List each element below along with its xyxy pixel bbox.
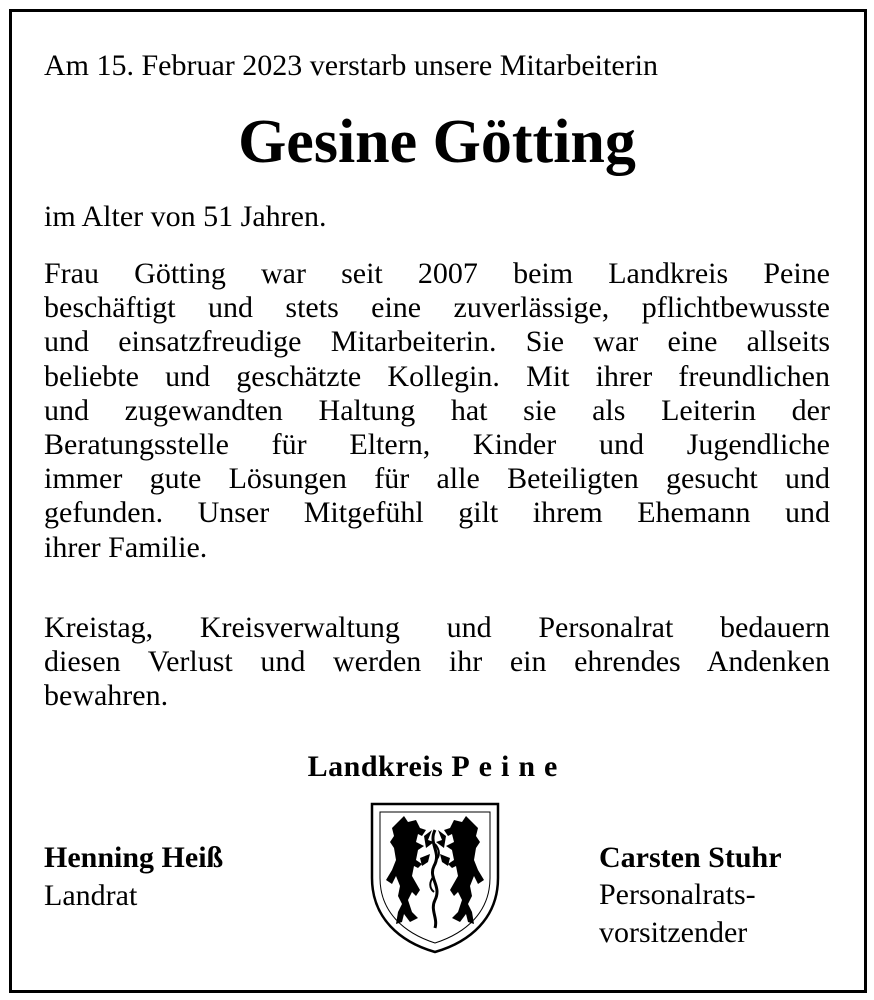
tribute-paragraph [44,257,830,565]
signatory-left-role: Landrat [44,879,138,912]
paragraph-line: und zugewandten Haltung hat sie als Leiterin der [44,393,830,427]
signatory-left-name: Henning Heiß [44,841,224,874]
deceased-name: Gesine Götting [238,108,636,176]
paragraph-line: Frau Götting war seit 2007 beim Landkreis Peine [44,257,830,290]
signatory-right-role [599,876,756,952]
organization-prefix: Landkreis [307,750,444,783]
condolence-paragraph [44,611,830,714]
age-text: im Alter von 51 Jahren. [44,200,327,233]
paragraph-line: ihrer Familie. [44,530,208,564]
organization-spaced-name: Peine [451,750,567,783]
paragraph-line: Beratungsstelle für Eltern, Kinder und Jugendliche [44,428,830,462]
coat-of-arms-icon [368,800,502,956]
paragraph-line: gefunden. Unser Mitgefühl gilt ihrem Ehemann und [44,496,830,530]
signatory-right-name: Carsten Stuhr [599,841,782,874]
paragraph-line: Kreistag, Kreisverwaltung und Personalrat bedauern [44,611,830,644]
signatory-right-role-line: vorsitzender [599,916,748,949]
paragraph-line: beschäftigt und stets eine zuverlässige, pflichtbewusste [44,291,830,325]
intro-text: Am 15. Februar 2023 verstarb unsere Mitarbeiterin [44,49,658,82]
paragraph-line: bewahren. [44,679,169,713]
paragraph-line: diesen Verlust und werden ihr ein ehrendes Andenken [44,645,830,679]
paragraph-line: und einsatzfreudige Mitarbeiterin. Sie war eine allseits [44,325,830,359]
paragraph-line: immer gute Lösungen für alle Beteiligten gesucht und [44,462,830,496]
organization-name [0,747,874,787]
paragraph-line: beliebte und geschätzte Kollegin. Mit ihrer freundlichen [44,359,830,393]
signatory-right-role-line: Personalrats- [599,878,756,911]
